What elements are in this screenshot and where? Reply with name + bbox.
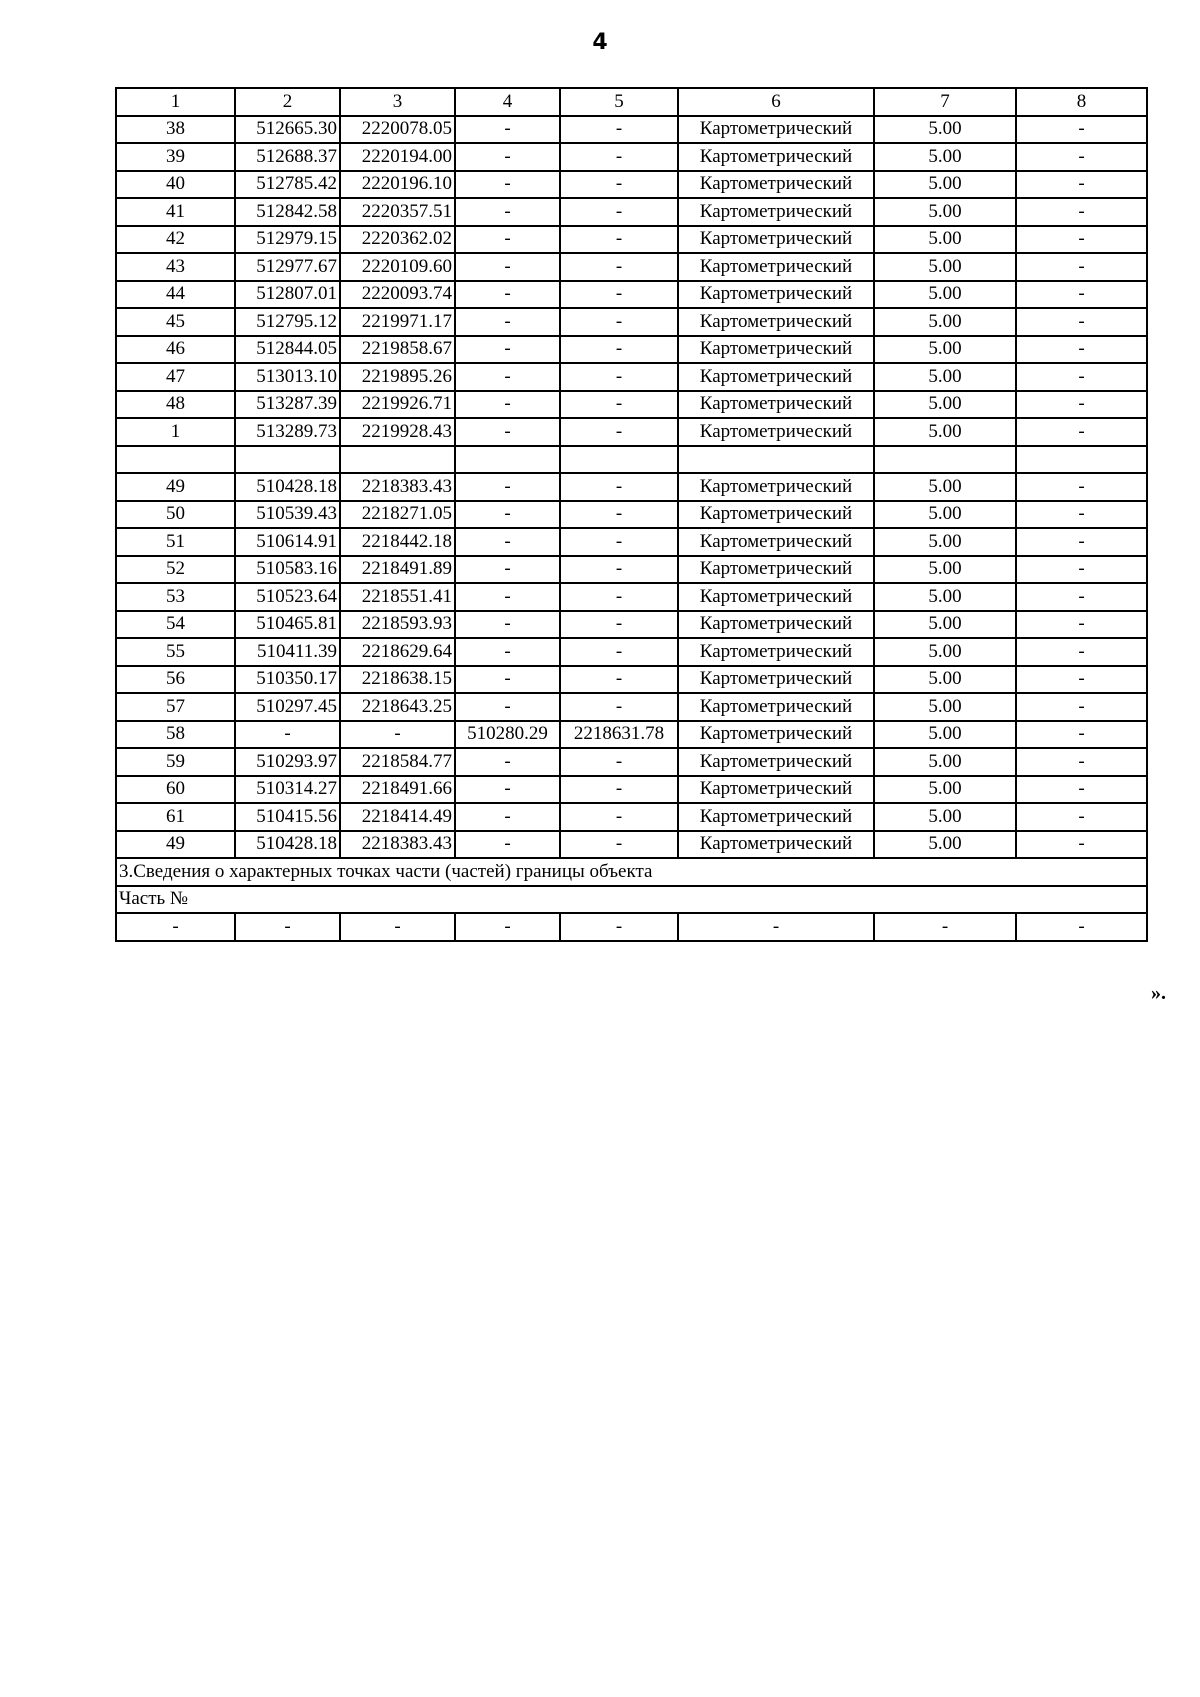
- table-body: [116, 88, 1147, 941]
- table-cell: 58: [116, 721, 235, 749]
- table-cell: -: [455, 693, 560, 721]
- table-cell: 5.00: [874, 776, 1016, 804]
- table-cell: -: [455, 473, 560, 501]
- table-cell: -: [340, 721, 455, 749]
- table-cell: -: [1016, 281, 1147, 309]
- table-cell: Картометрический: [678, 556, 874, 584]
- table-cell: 5.00: [874, 693, 1016, 721]
- table-cell: -: [1016, 913, 1147, 941]
- table-cell: 2219858.67: [340, 336, 455, 364]
- table-cell: -: [455, 281, 560, 309]
- table-cell: 5.00: [874, 281, 1016, 309]
- table-cell: -: [560, 831, 678, 859]
- table-cell: 5.00: [874, 803, 1016, 831]
- table-cell: 510614.91: [235, 528, 340, 556]
- table-cell: 2218442.18: [340, 528, 455, 556]
- table-cell: -: [455, 198, 560, 226]
- table-row: [116, 116, 1147, 144]
- table-cell: -: [455, 418, 560, 446]
- table-cell: 510415.56: [235, 803, 340, 831]
- table-cell: -: [340, 913, 455, 941]
- table-row: [116, 473, 1147, 501]
- table-cell: -: [455, 831, 560, 859]
- table-cell: -: [560, 583, 678, 611]
- table-cell: 2218638.15: [340, 666, 455, 694]
- table-cell: -: [560, 501, 678, 529]
- table-row: [116, 143, 1147, 171]
- table-row: [116, 501, 1147, 529]
- table-cell: -: [455, 308, 560, 336]
- table-cell: 512688.37: [235, 143, 340, 171]
- table-cell: -: [455, 776, 560, 804]
- table-cell: -: [560, 556, 678, 584]
- table-cell: Картометрический: [678, 363, 874, 391]
- table-cell: 42: [116, 226, 235, 254]
- table-cell: Картометрический: [678, 198, 874, 226]
- table-cell: -: [1016, 556, 1147, 584]
- table-cell: Картометрический: [678, 831, 874, 859]
- table-cell: -: [560, 198, 678, 226]
- table-row: [116, 418, 1147, 446]
- table-cell: Картометрический: [678, 418, 874, 446]
- table-cell: Картометрический: [678, 803, 874, 831]
- table-row: [116, 446, 1147, 474]
- table-row: [116, 666, 1147, 694]
- table-row: [116, 226, 1147, 254]
- table-cell: -: [560, 528, 678, 556]
- table-cell: 56: [116, 666, 235, 694]
- table-cell: 1: [116, 418, 235, 446]
- table-cell: 2220362.02: [340, 226, 455, 254]
- table-cell: 510539.43: [235, 501, 340, 529]
- table-cell: -: [1016, 171, 1147, 199]
- table-cell: 2220093.74: [340, 281, 455, 309]
- table-cell: Картометрический: [678, 391, 874, 419]
- table-cell: -: [1016, 611, 1147, 639]
- table-row: [116, 308, 1147, 336]
- table-cell: 5.00: [874, 143, 1016, 171]
- table-cell: 5.00: [874, 308, 1016, 336]
- table-cell: -: [560, 638, 678, 666]
- table-cell: 512665.30: [235, 116, 340, 144]
- table-cell: -: [1016, 583, 1147, 611]
- table-cell: 513013.10: [235, 363, 340, 391]
- table-cell: -: [1016, 363, 1147, 391]
- table-cell: 510280.29: [455, 721, 560, 749]
- header-cell: 6: [678, 88, 874, 116]
- table-cell: -: [560, 226, 678, 254]
- table-cell: -: [455, 253, 560, 281]
- table-cell: 2219928.43: [340, 418, 455, 446]
- table-cell: -: [455, 143, 560, 171]
- table-cell: 60: [116, 776, 235, 804]
- header-cell: 7: [874, 88, 1016, 116]
- table-cell: 5.00: [874, 418, 1016, 446]
- table-cell: -: [1016, 831, 1147, 859]
- table-cell: 2218643.25: [340, 693, 455, 721]
- table-cell: -: [560, 391, 678, 419]
- table-cell: 512795.12: [235, 308, 340, 336]
- table-row: [116, 556, 1147, 584]
- table-row: [116, 253, 1147, 281]
- header-cell: 1: [116, 88, 235, 116]
- table-cell: 2220109.60: [340, 253, 455, 281]
- table-cell: -: [235, 721, 340, 749]
- table-cell: -: [560, 776, 678, 804]
- table-cell: 510428.18: [235, 831, 340, 859]
- part-values-row: [116, 913, 1147, 941]
- table-row: [116, 583, 1147, 611]
- table-cell: 5.00: [874, 171, 1016, 199]
- table-cell: 48: [116, 391, 235, 419]
- table-cell: 2219971.17: [340, 308, 455, 336]
- header-cell: 4: [455, 88, 560, 116]
- table-cell: -: [1016, 528, 1147, 556]
- table-cell: -: [455, 116, 560, 144]
- table-cell: -: [1016, 666, 1147, 694]
- table-cell: 5.00: [874, 363, 1016, 391]
- table-cell: -: [455, 171, 560, 199]
- table-cell: -: [560, 473, 678, 501]
- table-cell: -: [560, 611, 678, 639]
- table-cell: 2218491.66: [340, 776, 455, 804]
- table-cell: -: [1016, 501, 1147, 529]
- table-cell: -: [455, 611, 560, 639]
- closing-quote-mark: ».: [1151, 982, 1166, 1004]
- table-cell: -: [678, 913, 874, 941]
- table-cell: 5.00: [874, 831, 1016, 859]
- table-cell: 5.00: [874, 226, 1016, 254]
- table-cell: 2218584.77: [340, 748, 455, 776]
- table-cell: -: [560, 693, 678, 721]
- section-title-row: [116, 858, 1147, 886]
- table-cell: 2218631.78: [560, 721, 678, 749]
- table-cell: -: [1016, 198, 1147, 226]
- table-cell: -: [1016, 391, 1147, 419]
- table-cell: 38: [116, 116, 235, 144]
- table-cell: 61: [116, 803, 235, 831]
- table-cell: 5.00: [874, 116, 1016, 144]
- table-cell: 510428.18: [235, 473, 340, 501]
- table-cell: Картометрический: [678, 721, 874, 749]
- table-cell: -: [455, 748, 560, 776]
- table-cell: 512785.42: [235, 171, 340, 199]
- table-cell: 59: [116, 748, 235, 776]
- table-cell: [874, 446, 1016, 474]
- table-row: [116, 198, 1147, 226]
- table-cell: 57: [116, 693, 235, 721]
- table-cell: 2218414.49: [340, 803, 455, 831]
- table-cell: 5.00: [874, 748, 1016, 776]
- table-row: [116, 721, 1147, 749]
- table-cell: 510314.27: [235, 776, 340, 804]
- table-cell: 55: [116, 638, 235, 666]
- table-cell: -: [1016, 473, 1147, 501]
- table-cell: -: [455, 913, 560, 941]
- table-cell: 5.00: [874, 638, 1016, 666]
- table-cell: Картометрический: [678, 143, 874, 171]
- table-row: [116, 748, 1147, 776]
- table-cell: 2220078.05: [340, 116, 455, 144]
- table-cell: -: [455, 501, 560, 529]
- table-cell: -: [455, 666, 560, 694]
- table-cell: -: [560, 253, 678, 281]
- table-cell: 512842.58: [235, 198, 340, 226]
- table-cell: -: [1016, 748, 1147, 776]
- table-cell: 5.00: [874, 528, 1016, 556]
- table-cell: -: [560, 363, 678, 391]
- table-cell: -: [1016, 418, 1147, 446]
- table-cell: -: [455, 363, 560, 391]
- table-cell: -: [560, 116, 678, 144]
- table-cell: [116, 446, 235, 474]
- table-cell: -: [1016, 336, 1147, 364]
- table-cell: Картометрический: [678, 638, 874, 666]
- table-cell: 45: [116, 308, 235, 336]
- header-cell: 2: [235, 88, 340, 116]
- header-cell: 5: [560, 88, 678, 116]
- page-number: 4: [592, 30, 608, 55]
- table-cell: -: [455, 336, 560, 364]
- table-cell: -: [560, 143, 678, 171]
- table-cell: 44: [116, 281, 235, 309]
- table-row: [116, 776, 1147, 804]
- table-cell: -: [560, 418, 678, 446]
- table-cell: 510465.81: [235, 611, 340, 639]
- table-cell: Картометрический: [678, 666, 874, 694]
- table-cell: 5.00: [874, 501, 1016, 529]
- table-row: [116, 638, 1147, 666]
- table-cell: 47: [116, 363, 235, 391]
- table-cell: -: [1016, 693, 1147, 721]
- table-cell: Картометрический: [678, 583, 874, 611]
- table-cell: 2218551.41: [340, 583, 455, 611]
- table-row: [116, 281, 1147, 309]
- table-cell: Картометрический: [678, 336, 874, 364]
- part-label-row: [116, 886, 1147, 914]
- table-row: [116, 803, 1147, 831]
- table-cell: 39: [116, 143, 235, 171]
- table-cell: 46: [116, 336, 235, 364]
- table-cell: 50: [116, 501, 235, 529]
- table-cell: 5.00: [874, 198, 1016, 226]
- table-cell: 2218383.43: [340, 831, 455, 859]
- table-cell: 510297.45: [235, 693, 340, 721]
- table-cell: 2218629.64: [340, 638, 455, 666]
- table-cell: -: [1016, 721, 1147, 749]
- table-cell: 5.00: [874, 611, 1016, 639]
- table-cell: [560, 446, 678, 474]
- table-cell: [1016, 446, 1147, 474]
- table-cell: -: [560, 803, 678, 831]
- header-cell: 3: [340, 88, 455, 116]
- table-cell: -: [455, 803, 560, 831]
- table-cell: 2219926.71: [340, 391, 455, 419]
- table-cell: Картометрический: [678, 253, 874, 281]
- table-cell: -: [455, 583, 560, 611]
- table-cell: -: [1016, 638, 1147, 666]
- table-cell: 512979.15: [235, 226, 340, 254]
- table-cell: 512844.05: [235, 336, 340, 364]
- table-cell: 5.00: [874, 583, 1016, 611]
- table-cell: -: [235, 913, 340, 941]
- table-cell: 5.00: [874, 336, 1016, 364]
- table-cell: Картометрический: [678, 748, 874, 776]
- table-row: [116, 171, 1147, 199]
- table-cell: 49: [116, 831, 235, 859]
- table-cell: [235, 446, 340, 474]
- table-cell: -: [1016, 143, 1147, 171]
- table-cell: 5.00: [874, 473, 1016, 501]
- table-cell: 53: [116, 583, 235, 611]
- table-cell: 49: [116, 473, 235, 501]
- table-cell: 512977.67: [235, 253, 340, 281]
- table-cell: 510350.17: [235, 666, 340, 694]
- table-cell: -: [1016, 226, 1147, 254]
- table-cell: Картометрический: [678, 116, 874, 144]
- table-cell: 510411.39: [235, 638, 340, 666]
- section-title: 3.Сведения о характерных точках части (частей) границы объекта: [116, 858, 1147, 886]
- table-cell: -: [455, 391, 560, 419]
- table-cell: -: [560, 913, 678, 941]
- table-cell: 510583.16: [235, 556, 340, 584]
- table-cell: 43: [116, 253, 235, 281]
- table-row: [116, 391, 1147, 419]
- table-row: [116, 528, 1147, 556]
- table-cell: 5.00: [874, 556, 1016, 584]
- table-cell: 51: [116, 528, 235, 556]
- table-cell: Картометрический: [678, 308, 874, 336]
- table-cell: [678, 446, 874, 474]
- table-cell: -: [874, 913, 1016, 941]
- table-cell: [340, 446, 455, 474]
- table-cell: -: [1016, 776, 1147, 804]
- table-cell: 5.00: [874, 391, 1016, 419]
- table-cell: 5.00: [874, 721, 1016, 749]
- table-cell: 2219895.26: [340, 363, 455, 391]
- table-cell: 510523.64: [235, 583, 340, 611]
- table-cell: 2220194.00: [340, 143, 455, 171]
- boundary-points-table: [115, 87, 1148, 942]
- table-cell: Картометрический: [678, 281, 874, 309]
- table-cell: Картометрический: [678, 611, 874, 639]
- table-cell: [455, 446, 560, 474]
- header-cell: 8: [1016, 88, 1147, 116]
- table-cell: -: [1016, 803, 1147, 831]
- table-cell: 513287.39: [235, 391, 340, 419]
- table-cell: Картометрический: [678, 528, 874, 556]
- table-cell: Картометрический: [678, 693, 874, 721]
- table-cell: 41: [116, 198, 235, 226]
- table-cell: Картометрический: [678, 501, 874, 529]
- table-row: [116, 693, 1147, 721]
- table-cell: 2218271.05: [340, 501, 455, 529]
- header-row: [116, 88, 1147, 116]
- table-cell: 2218383.43: [340, 473, 455, 501]
- table-cell: -: [455, 638, 560, 666]
- table-cell: 5.00: [874, 253, 1016, 281]
- table-cell: -: [560, 666, 678, 694]
- table-cell: 510293.97: [235, 748, 340, 776]
- table-cell: Картометрический: [678, 171, 874, 199]
- table-cell: 5.00: [874, 666, 1016, 694]
- table-cell: -: [560, 171, 678, 199]
- table-cell: 54: [116, 611, 235, 639]
- part-label: Часть №: [116, 886, 1147, 914]
- table-row: [116, 831, 1147, 859]
- table-cell: 40: [116, 171, 235, 199]
- table-cell: 513289.73: [235, 418, 340, 446]
- table-row: [116, 363, 1147, 391]
- table-cell: -: [455, 226, 560, 254]
- table-cell: -: [116, 913, 235, 941]
- table-cell: -: [560, 308, 678, 336]
- table-cell: 2220196.10: [340, 171, 455, 199]
- table-cell: -: [1016, 116, 1147, 144]
- table-cell: 52: [116, 556, 235, 584]
- table-cell: -: [560, 336, 678, 364]
- table-cell: -: [560, 748, 678, 776]
- table-cell: -: [1016, 253, 1147, 281]
- table-cell: Картометрический: [678, 776, 874, 804]
- table-cell: -: [455, 556, 560, 584]
- table-cell: -: [1016, 308, 1147, 336]
- table-cell: -: [455, 528, 560, 556]
- table-cell: Картометрический: [678, 473, 874, 501]
- table-cell: 2218593.93: [340, 611, 455, 639]
- table-cell: -: [560, 281, 678, 309]
- table-cell: 512807.01: [235, 281, 340, 309]
- table-cell: 2218491.89: [340, 556, 455, 584]
- table-row: [116, 611, 1147, 639]
- table-cell: 2220357.51: [340, 198, 455, 226]
- table-cell: Картометрический: [678, 226, 874, 254]
- table-row: [116, 336, 1147, 364]
